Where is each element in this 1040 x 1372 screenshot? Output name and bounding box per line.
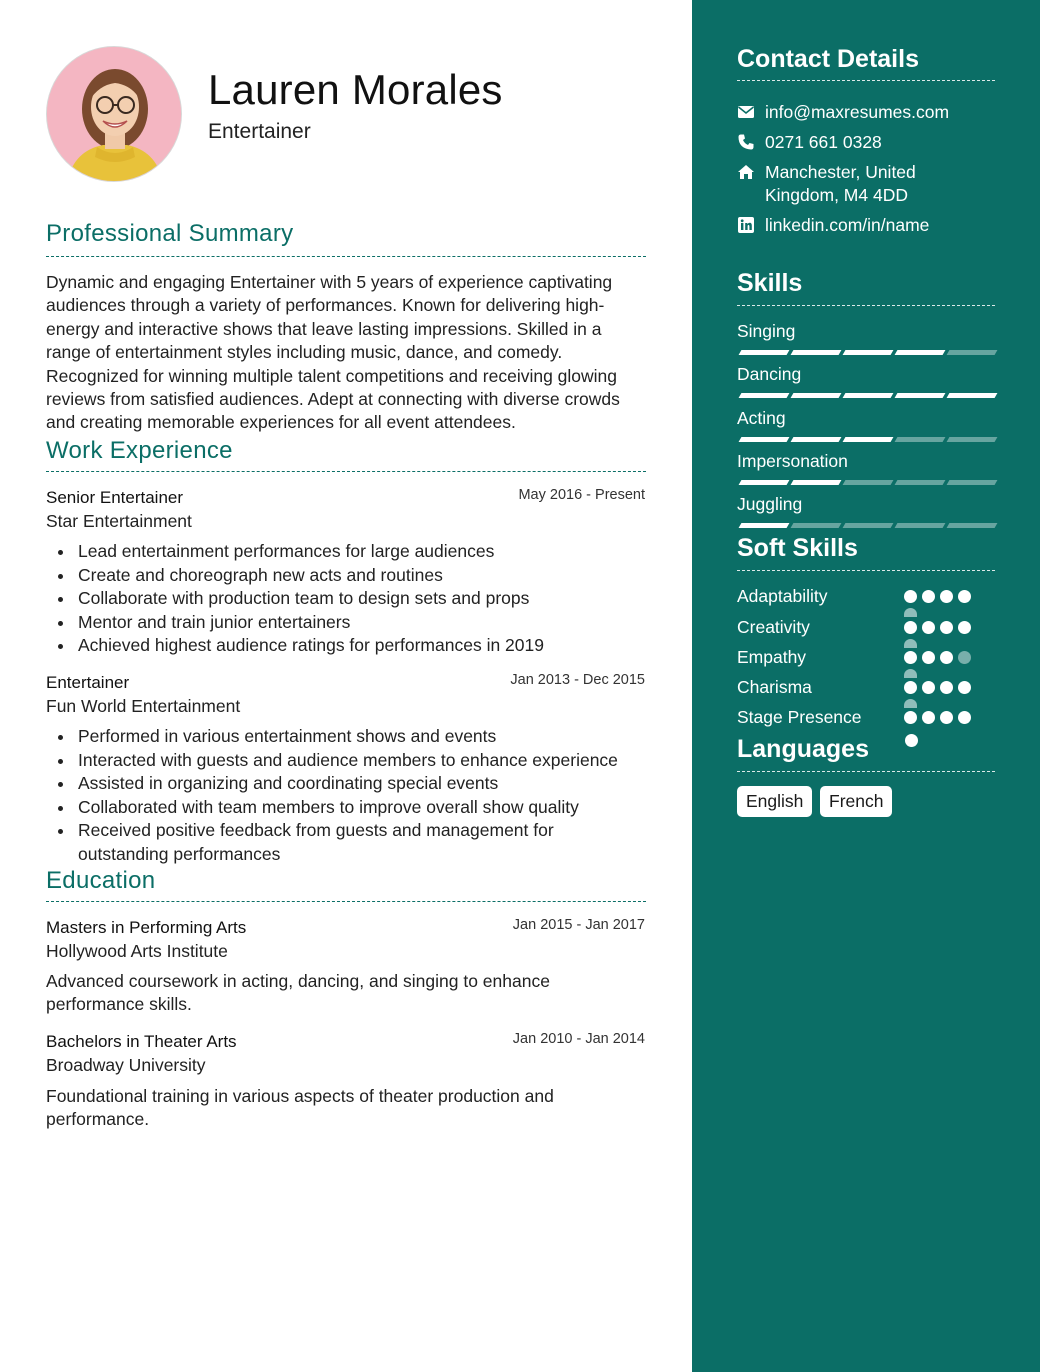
soft-skill-dots [904, 681, 984, 695]
skill-segment-filled [843, 393, 894, 398]
job-bullets [46, 725, 636, 867]
linkedin-text: linkedin.com/in/name [765, 215, 930, 235]
rating-dot-filled [922, 711, 935, 724]
degree-title: Masters in Performing Arts [46, 918, 247, 937]
language-tag: French [820, 786, 892, 817]
job-bullets [46, 540, 646, 658]
skill-segment-empty [895, 480, 946, 485]
list-item: Mentor and train junior entertainers [46, 611, 646, 635]
rating-dot-filled [958, 621, 971, 634]
overflow-dot [904, 699, 917, 708]
languages-divider [737, 771, 995, 772]
rating-dot-filled [958, 711, 971, 724]
skill-level-bar [737, 523, 995, 529]
address-text: Manchester, United Kingdom, M4 4DD [765, 162, 916, 205]
sidebar [692, 0, 1040, 1372]
skill-segment-empty [947, 480, 998, 485]
candidate-role: Entertainer [208, 120, 311, 143]
skill-name: Juggling [737, 494, 803, 514]
skill-segment-filled [739, 350, 790, 355]
profile-photo [47, 47, 182, 182]
soft-skill-name: Stage Presence [737, 707, 862, 727]
skill-level-bar [737, 393, 995, 399]
overflow-dot [904, 608, 917, 617]
skill-name: Acting [737, 408, 786, 428]
school-name: Broadway University [46, 1055, 206, 1075]
soft-skill-dots [904, 711, 984, 725]
summary-heading: Professional Summary [46, 220, 294, 247]
skill-segment-filled [791, 350, 842, 355]
skill-segment-empty [843, 480, 894, 485]
phone-icon [737, 133, 755, 151]
soft-skill-dots [904, 651, 984, 665]
skill-segment-empty [843, 523, 894, 528]
skill-segment-empty [895, 437, 946, 442]
rating-dot-filled [940, 651, 953, 664]
summary-text: Dynamic and engaging Entertainer with 5 years of experience captivating audiences through a variety of performances. Known for delivering high-energy and interactive shows that leave lasting impressions. Skilled in a range of entertainment styles including music, dance, and comedy. Recognized for winning multiple talent competitions and receiving glowing reviews from satisfied audiences. Adept at connecting with diverse crowds and creating memorable experiences for all event attendees. [46, 272, 620, 433]
skill-level-bar [737, 437, 995, 443]
summary-divider [46, 256, 646, 257]
skill-segment-filled [739, 437, 790, 442]
skills-heading: Skills [737, 269, 803, 297]
degree-dates: Jan 2015 - Jan 2017 [512, 917, 645, 933]
skill-segment-empty [895, 523, 946, 528]
skill-segment-filled [739, 523, 790, 528]
skill-name: Dancing [737, 364, 802, 384]
job-company: Fun World Entertainment [46, 696, 241, 716]
skill-segment-empty [947, 523, 998, 528]
job-title: Senior Entertainer [46, 488, 184, 507]
list-item: Lead entertainment performances for large audiences [46, 540, 646, 564]
languages-heading: Languages [737, 735, 869, 763]
list-item: Achieved highest audience ratings for performances in 2019 [46, 634, 646, 658]
envelope-icon [737, 103, 755, 121]
skill-segment-filled [947, 393, 998, 398]
rating-dot-filled [958, 681, 971, 694]
skill-segment-filled [843, 437, 894, 442]
list-item: Create and choreograph new acts and routines [46, 564, 646, 588]
avatar [46, 46, 182, 182]
rating-dot-empty [958, 651, 971, 664]
skill-segment-filled [791, 437, 842, 442]
skill-segment-filled [895, 393, 946, 398]
job-company: Star Entertainment [46, 511, 192, 531]
degree-title: Bachelors in Theater Arts [46, 1032, 237, 1051]
skill-segment-empty [947, 350, 998, 355]
rating-dot-filled [940, 681, 953, 694]
skill-level-bar [737, 350, 995, 356]
education-divider [46, 901, 646, 902]
skills-divider [737, 305, 995, 306]
rating-dot-filled [904, 711, 917, 724]
candidate-name: Lauren Morales [208, 66, 503, 113]
soft-skill-name: Adaptability [737, 586, 828, 606]
work-divider [46, 471, 646, 472]
email-text: info@maxresumes.com [765, 102, 950, 122]
job-dates: May 2016 - Present [518, 487, 645, 503]
rating-dot-filled [940, 590, 953, 603]
school-name: Hollywood Arts Institute [46, 941, 228, 961]
rating-dot-filled [904, 621, 917, 634]
contact-heading: Contact Details [737, 45, 919, 73]
language-tag: English [737, 786, 812, 817]
degree-description: Foundational training in various aspects of theater production and performance. [46, 1086, 554, 1130]
contact-divider [737, 80, 995, 81]
rating-dot-filled [922, 621, 935, 634]
degree-dates: Jan 2010 - Jan 2014 [512, 1031, 645, 1047]
job-title: Entertainer [46, 673, 130, 692]
list-item: Performed in various entertainment shows and events [46, 725, 636, 749]
work-heading: Work Experience [46, 437, 233, 464]
home-icon [737, 163, 755, 181]
stray-dot [905, 734, 918, 747]
skill-segment-filled [895, 350, 946, 355]
rating-dot-filled [940, 711, 953, 724]
linkedin-icon [737, 216, 755, 234]
rating-dot-filled [958, 590, 971, 603]
rating-dot-filled [904, 590, 917, 603]
degree-description: Advanced coursework in acting, dancing, and singing to enhance performance skills. [46, 971, 550, 1015]
overflow-dot [904, 639, 917, 648]
rating-dot-filled [904, 681, 917, 694]
soft-skills-divider [737, 570, 995, 571]
skill-segment-filled [739, 393, 790, 398]
list-item: Received positive feedback from guests and management for outstanding performances [46, 819, 636, 866]
rating-dot-filled [922, 681, 935, 694]
skill-segment-filled [843, 350, 894, 355]
skill-segment-filled [791, 393, 842, 398]
soft-skill-dots [904, 590, 984, 604]
skill-segment-filled [791, 480, 842, 485]
rating-dot-filled [940, 621, 953, 634]
soft-skill-name: Charisma [737, 677, 812, 697]
rating-dot-filled [922, 651, 935, 664]
education-heading: Education [46, 867, 156, 894]
skill-level-bar [737, 480, 995, 486]
job-dates: Jan 2013 - Dec 2015 [510, 672, 645, 688]
skill-segment-empty [791, 523, 842, 528]
skill-segment-empty [947, 437, 998, 442]
rating-dot-filled [922, 590, 935, 603]
list-item: Collaborate with production team to design sets and props [46, 587, 646, 611]
skill-name: Impersonation [737, 451, 848, 471]
rating-dot-filled [904, 651, 917, 664]
overflow-dot [904, 669, 917, 678]
skill-segment-filled [739, 480, 790, 485]
soft-skill-name: Empathy [737, 647, 807, 667]
soft-skill-dots [904, 621, 984, 635]
skill-name: Singing [737, 321, 796, 341]
list-item: Collaborated with team members to improve overall show quality [46, 796, 636, 820]
soft-skills-heading: Soft Skills [737, 534, 858, 562]
phone-text: 0271 661 0328 [765, 132, 882, 152]
list-item: Interacted with guests and audience members to enhance experience [46, 749, 636, 773]
soft-skill-name: Creativity [737, 617, 810, 637]
list-item: Assisted in organizing and coordinating special events [46, 772, 636, 796]
